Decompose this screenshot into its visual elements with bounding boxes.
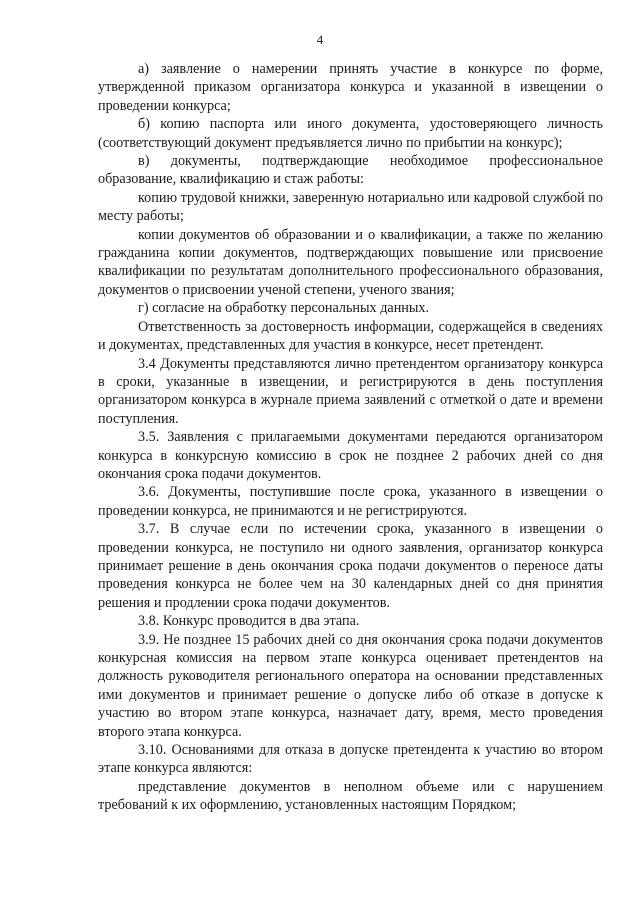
paragraph: 3.9. Не позднее 15 рабочих дней со дня окончания срока подачи документов конкурсная комиссия на первом этапе конкурса оценивает претендентов на должность руководителя регионального оператора на основании представленных ими документов и принимает решение о допуске либо об отказе в допуске к участию во втором этапе конкурса, назначает дату, время, место проведения второго этапа конкурса. bbox=[98, 631, 603, 740]
paragraph: в) документы, подтверждающие необходимое профессиональное образование, квалификацию и стаж работы: bbox=[98, 153, 603, 188]
paragraph: 3.4 Документы представляются лично претендентом организатору конкурса в сроки, указанные в извещении, и регистрируются в день поступления организатором конкурса в журнале приема заявлений с отметкой о дате и времени поступления. bbox=[98, 355, 603, 427]
paragraph: копию трудовой книжки, заверенную нотариально или кадровой службой по месту работы; bbox=[98, 189, 603, 225]
paragraph: г) согласие на обработку персональных данных. bbox=[138, 300, 430, 317]
paragraph: а) заявление о намерении принять участие в конкурсе по форме, утвержденной приказом организатора конкурса и указанной в извещении о проведении конкурса; bbox=[98, 61, 603, 114]
paragraph: Ответственность за достоверность информации, содержащейся в сведениях и документах, представленных для участия в конкурсе, несет претендент. bbox=[98, 318, 603, 354]
document-body bbox=[98, 60, 603, 815]
paragraph: представление документов в неполном объеме или с нарушением требований к их оформлению, установленных настоящим Порядком; bbox=[98, 778, 603, 814]
paragraph: б) копию паспорта или иного документа, удостоверяющего личность (соответствующий документ предъявляется лично по прибытии на конкурс); bbox=[98, 116, 603, 151]
paragraph: 3.8. Конкурс проводится в два этапа. bbox=[138, 613, 360, 630]
paragraph: 3.7. В случае если по истечении срока, указанного в извещении о проведении конкурса, не поступило ни одного заявления, организатор конкурса принимает решение в день окончания срока подачи документов о переносе даты проведения конкурса не более чем на 30 календарных дней со дня принятия решения и продлении срока подачи документов. bbox=[98, 521, 603, 611]
paragraph: 3.5. Заявления с прилагаемыми документами передаются организатором конкурса в конкурсную комиссию в срок не позднее 2 рабочих дней со дня окончания срока подачи документов. bbox=[98, 429, 603, 482]
page-number: 4 bbox=[316, 32, 324, 47]
paragraph: копии документов об образовании и о квалификации, а также по желанию гражданина копии документов, подтверждающих повышение или присвоение квалификации по результатам дополнительного профессионального образования, документов о присвоении ученой степени, ученого звания; bbox=[98, 226, 603, 298]
paragraph: 3.6. Документы, поступившие после срока, указанного в извещении о проведении конкурса, не принимаются и не регистрируются. bbox=[98, 484, 603, 519]
paragraph: 3.10. Основаниями для отказа в допуске претендента к участию во втором этапе конкурса являются: bbox=[98, 742, 603, 777]
